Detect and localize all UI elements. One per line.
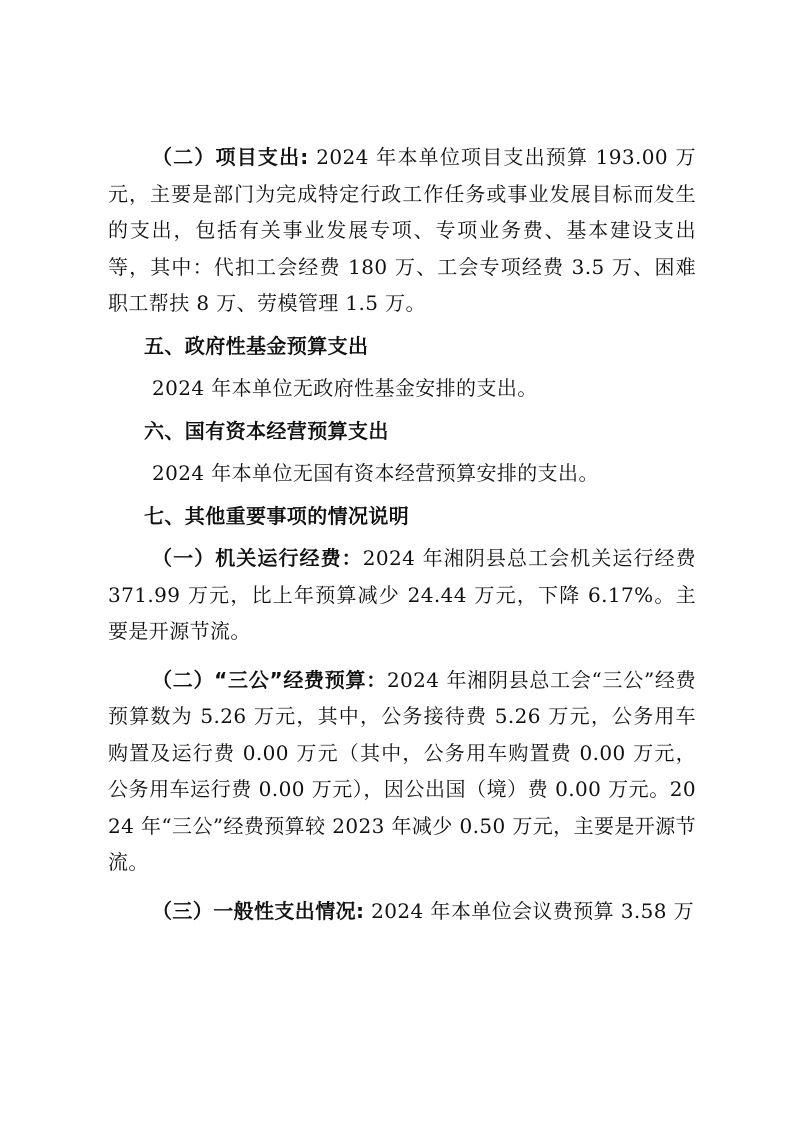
state-capital-paragraph: 2024 年本单位无国有资本经营预算安排的支出。 [152,461,599,485]
operating-expense-text: 2024 年湘阴县总工会机关运行经费 371.99 万元，比上年预算减少 24.44 万元，下降 6.17%。主要是开源节流。 [108,546,696,643]
three-public-paragraph [108,662,696,881]
operating-expense-lead: （一）机关运行经费： [152,546,363,570]
operating-expense-paragraph [108,540,696,650]
three-public-text: 2024 年湘阴县总工会“三公”经费预算数为 5.26 万元，其中，公务接待费 5.26 万元，公务用车购置及运行费 0.00 万元（其中，公务用车购置费 0.00 万元，公务用车运行费 0.00 万元），因公出国（境）费 0.00 万元。2024 年“三公”经费预算较 2023 年减少 0.50 万元，主要是开源节流。 [108,667,697,874]
document-body [108,139,696,929]
section-heading-5: 五、政府性基金预算支出 [144,333,369,358]
project-expenditure-paragraph [108,139,696,322]
government-fund-paragraph: 2024 年本单位无政府性基金安排的支出。 [152,376,538,400]
section-heading-7: 七、其他重要事项的情况说明 [144,503,410,528]
project-expenditure-text: 2024 年本单位项目支出预算 193.00 万元，主要是部门为完成特定行政工作任务或事业发展目标而发生的支出，包括有关事业发展专项、专项业务费、基本建设支出等，其中：代扣工会经费 180 万、工会专项经费 3.5 万、困难职工帮扶 8 万、劳模管理 1.5 万。 [108,145,697,315]
general-expenditure-paragraph [108,893,696,930]
three-public-lead: （二）“三公”经费预算： [152,667,387,692]
general-expenditure-lead: （三）一般性支出情况: [152,898,365,923]
general-expenditure-text: 2024 年本单位会议费预算 3.58 万 [364,898,695,923]
section-heading-6: 六、国有资本经营预算支出 [144,418,389,443]
project-expenditure-lead: （二）项目支出: [152,145,309,169]
